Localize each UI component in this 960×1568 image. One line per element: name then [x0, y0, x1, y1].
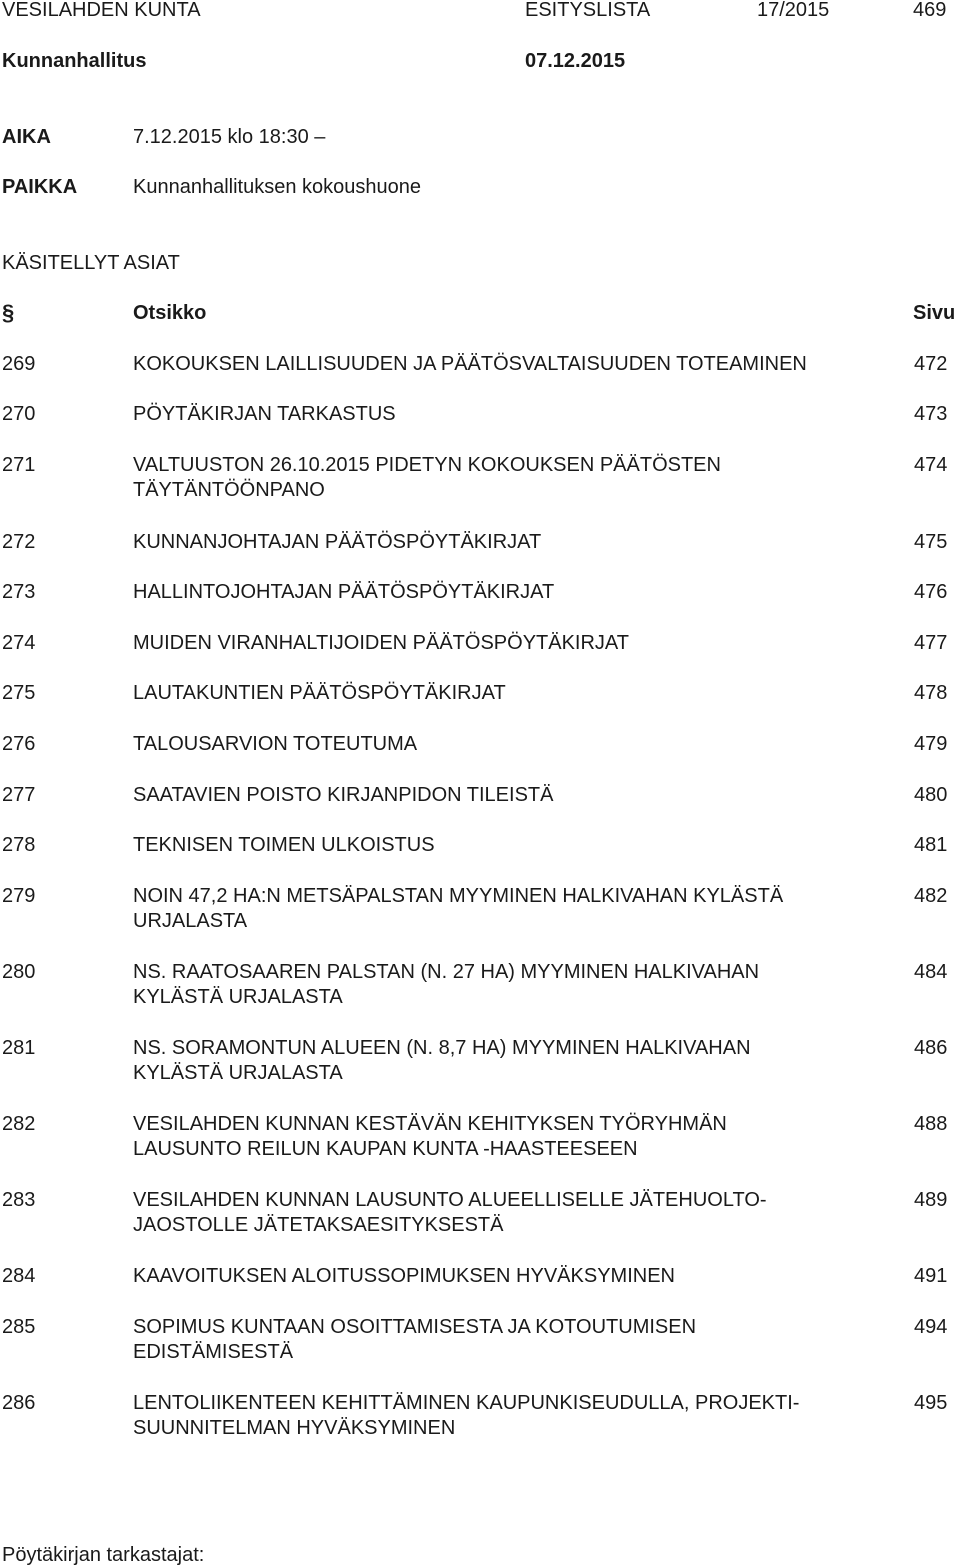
item-page: 472	[914, 353, 948, 375]
list-item	[0, 884, 960, 936]
item-page: 474	[914, 454, 948, 476]
item-title: VESILAHDEN KUNNAN KESTÄVÄN KEHITYKSEN TYÖRYHMÄN LAUSUNTO REILUN KAUPAN KUNTA -HAASTEESEEN	[133, 1113, 727, 1160]
doc-number: 17/2015	[757, 0, 830, 21]
item-title: SOPIMUS KUNTAAN OSOITTAMISESTA JA KOTOUTUMISEN EDISTÄMISESTÄ	[133, 1316, 697, 1363]
list-item	[0, 1188, 960, 1240]
item-page: 480	[914, 784, 948, 806]
item-page: 477	[914, 632, 948, 654]
governing-body: Kunnanhallitus	[2, 50, 147, 72]
item-number: 285	[2, 1316, 36, 1338]
list-item	[0, 681, 960, 733]
item-number: 269	[2, 353, 36, 375]
list-item	[0, 1036, 960, 1088]
item-number: 286	[2, 1392, 36, 1414]
item-title: SAATAVIEN POISTO KIRJANPIDON TILEISTÄ	[133, 784, 554, 806]
list-item	[0, 960, 960, 1012]
item-number: 271	[2, 454, 36, 476]
item-number: 281	[2, 1037, 36, 1059]
item-page: 478	[914, 682, 948, 704]
list-item	[0, 453, 960, 505]
item-number: 277	[2, 784, 36, 806]
item-page: 486	[914, 1037, 948, 1059]
items-heading: KÄSITELLYT ASIAT	[2, 252, 180, 274]
section-sign-icon: §	[2, 300, 15, 325]
item-title: PÖYTÄKIRJAN TARKASTUS	[133, 403, 396, 425]
item-page: 479	[914, 733, 948, 755]
item-title: KUNNANJOHTAJAN PÄÄTÖSPÖYTÄKIRJAT	[133, 531, 542, 553]
item-title: NS. SORAMONTUN ALUEEN (N. 8,7 HA) MYYMINEN HALKIVAHAN KYLÄSTÄ URJALASTA	[133, 1037, 751, 1084]
item-title: LAUTAKUNTIEN PÄÄTÖSPÖYTÄKIRJAT	[133, 682, 506, 704]
item-number: 284	[2, 1265, 36, 1287]
reviewers-label: Pöytäkirjan tarkastajat:	[2, 1544, 205, 1566]
item-title: VALTUUSTON 26.10.2015 PIDETYN KOKOUKSEN PÄÄTÖSTEN TÄYTÄNTÖÖNPANO	[133, 454, 721, 501]
item-page: 475	[914, 531, 948, 553]
list-item	[0, 402, 960, 454]
list-item	[0, 530, 960, 582]
item-title: TEKNISEN TOIMEN ULKOISTUS	[133, 834, 435, 856]
list-item	[0, 1391, 960, 1443]
org-name: VESILAHDEN KUNTA	[2, 0, 201, 21]
list-item	[0, 1112, 960, 1164]
item-title: TALOUSARVION TOTEUTUMA	[133, 733, 418, 755]
time-value: 7.12.2015 klo 18:30 –	[133, 126, 326, 148]
item-number: 282	[2, 1113, 36, 1135]
item-title: NOIN 47,2 HA:N METSÄPALSTAN MYYMINEN HALKIVAHAN KYLÄSTÄ URJALASTA	[133, 885, 784, 932]
item-title: NS. RAATOSAAREN PALSTAN (N. 27 HA) MYYMINEN HALKIVAHAN KYLÄSTÄ URJALASTA	[133, 961, 760, 1008]
item-page: 476	[914, 581, 948, 603]
item-page: 494	[914, 1316, 948, 1338]
item-number: 272	[2, 531, 36, 553]
item-title: KOKOUKSEN LAILLISUUDEN JA PÄÄTÖSVALTAISUUDEN TOTEAMINEN	[133, 353, 807, 375]
item-page: 489	[914, 1189, 948, 1211]
list-item	[0, 732, 960, 784]
item-number: 276	[2, 733, 36, 755]
list-item	[0, 352, 960, 404]
item-title: KAAVOITUKSEN ALOITUSSOPIMUKSEN HYVÄKSYMINEN	[133, 1265, 675, 1287]
item-number: 278	[2, 834, 36, 856]
item-number: 274	[2, 632, 36, 654]
item-number: 273	[2, 581, 36, 603]
item-number: 275	[2, 682, 36, 704]
item-page: 481	[914, 834, 948, 856]
item-number: 280	[2, 961, 36, 983]
column-header-title: Otsikko	[133, 302, 207, 324]
item-number: 283	[2, 1189, 36, 1211]
time-label: AIKA	[2, 126, 51, 148]
doc-type: ESITYSLISTA	[525, 0, 651, 21]
page-number: 469	[913, 0, 947, 21]
item-page: 473	[914, 403, 948, 425]
item-title: LENTOLIIKENTEEN KEHITTÄMINEN KAUPUNKISEUDULLA, PROJEKTI-SUUNNITELMAN HYVÄKSYMINEN	[133, 1392, 800, 1439]
list-item	[0, 1264, 960, 1316]
item-title: MUIDEN VIRANHALTIJOIDEN PÄÄTÖSPÖYTÄKIRJAT	[133, 632, 629, 654]
list-item	[0, 580, 960, 632]
item-page: 488	[914, 1113, 948, 1135]
list-item	[0, 783, 960, 835]
list-item	[0, 631, 960, 683]
item-page: 482	[914, 885, 948, 907]
item-number: 270	[2, 403, 36, 425]
item-title: VESILAHDEN KUNNAN LAUSUNTO ALUEELLISELLE JÄTEHUOLTO-JAOSTOLLE JÄTETAKSAESITYKSESTÄ	[133, 1189, 767, 1236]
list-item	[0, 833, 960, 885]
item-page: 491	[914, 1265, 948, 1287]
column-header-page: Sivu	[913, 302, 956, 324]
meeting-date: 07.12.2015	[525, 50, 626, 72]
item-title: HALLINTOJOHTAJAN PÄÄTÖSPÖYTÄKIRJAT	[133, 581, 555, 603]
item-page: 484	[914, 961, 948, 983]
item-page: 495	[914, 1392, 948, 1414]
place-value: Kunnanhallituksen kokoushuone	[133, 176, 421, 198]
place-label: PAIKKA	[2, 176, 78, 198]
item-number: 279	[2, 885, 36, 907]
list-item	[0, 1315, 960, 1367]
